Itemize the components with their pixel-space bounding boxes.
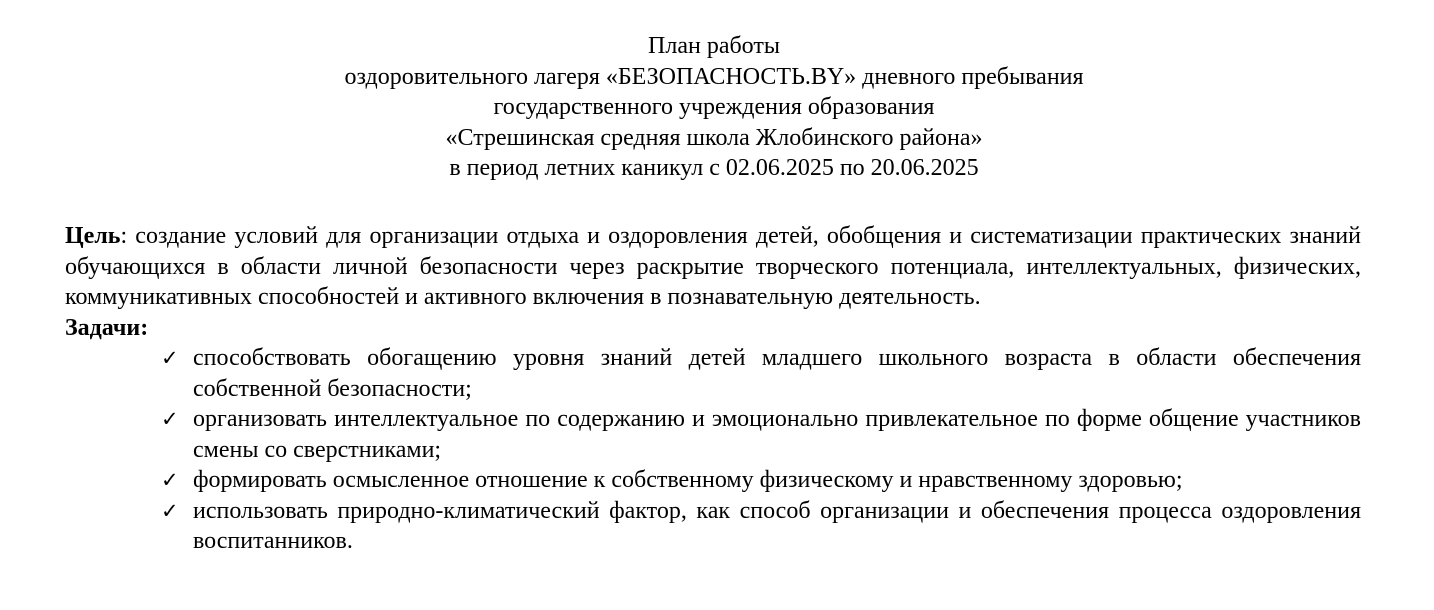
document-body [65,221,1361,557]
task-text: формировать осмысленное отношение к собственному физическому и нравственному здоровью; [193,467,1183,493]
title-line-camp: оздоровительного лагеря «БЕЗОПАСНОСТЬ.BY» дневного пребывания [344,63,1084,90]
checkmark-icon: ✓ [161,468,179,492]
task-text: организовать интеллектуальное по содержанию и эмоционально привлекательное по форме общение участников смены со сверстниками; [193,406,1361,463]
goal-paragraph [65,221,1361,313]
title-line-institution: государственного учреждения образования [493,94,935,120]
goal-text: : создание условий для организации отдыха и оздоровления детей, обобщения и систематизации практических знаний обучающихся в области личной безопасности через раскрытие творческого потенциала, интеллектуальных, физических, коммуникативных способностей и активного включения в познавательную деятельность. [65,223,1361,310]
task-item [161,343,1361,404]
task-item [161,404,1361,465]
checkmark-icon: ✓ [161,498,179,523]
checkmark-icon: ✓ [161,407,179,431]
title-line-school: «Стрешинская средняя школа Жлобинского района» [445,124,983,151]
title-line-plan: План работы [648,33,780,59]
task-text: использовать природно-климатический фактор, как способ организации и обеспечения процесса оздоровления воспитанников. [193,497,1361,554]
task-item [161,496,1361,557]
title-line-period: в период летних каникул с 02.06.2025 по 20.06.2025 [449,155,979,181]
tasks-list [65,343,1361,557]
tasks-heading: Задачи: [65,314,149,341]
goal-label: Цель [65,223,121,249]
task-text: способствовать обогащению уровня знаний детей младшего школьного возраста в области обеспечения собственной безопасности; [193,345,1361,402]
checkmark-icon: ✓ [161,346,179,370]
task-item [161,465,1361,496]
document-title [0,31,1428,184]
